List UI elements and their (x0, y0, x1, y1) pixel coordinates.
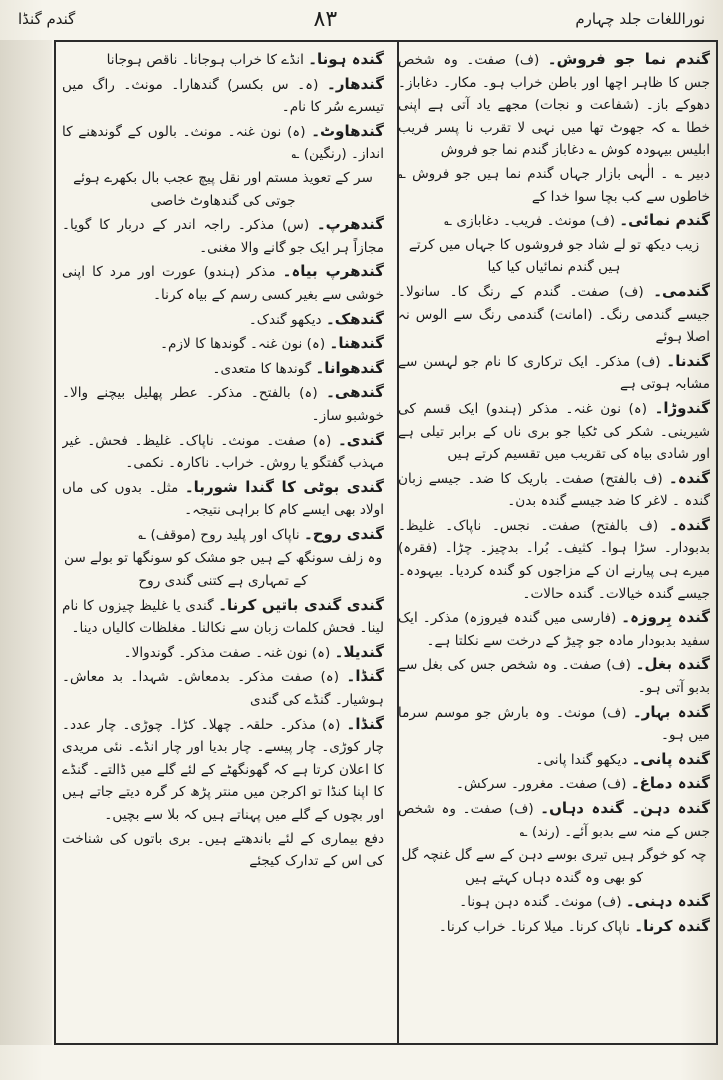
dictionary-entry (398, 163, 710, 208)
entry-text: (ہ۔ س بکسر) گندھارا۔ مونث۔ راگ میں تیسرے سُر کا نام۔ (62, 76, 384, 116)
entry-text: (ف) مونث۔ گندہ دہن ہونا۔ (459, 894, 626, 911)
binding-margin (0, 40, 52, 1045)
entry-text: (ہ) مذکر۔ حلقہ۔ چھلا۔ کڑا۔ چوڑی۔ چار عدد۔ چار کوڑی۔ چار پیسے۔ چار بدیا اور چار انڈے۔ نئی مریدی کا اعلان کرتا ہے کہ گھونگھٹے کے لئے گلے میں ڈالتے۔ گنڈے کا اپنا کنڈا تو اکرجن میں منتر پڑھ کر گرہ دیتے جاتے ہیں اور بچوں کے گلے میں پہناتے ہیں کہ بلا سے بچیں۔ (62, 716, 384, 823)
entry-headword: گندہ بِروزہ۔ (621, 608, 710, 627)
entry-text: (س) مذکر۔ راجہ اندر کے دربار کا گویا۔ مجازاً ہر ایک جو گانے والا مغنی۔ (62, 217, 384, 256)
dictionary-entry (62, 476, 384, 522)
entry-headword: گندوڑا۔ (654, 398, 710, 417)
dictionary-entry (62, 828, 384, 873)
dictionary-entry (62, 213, 384, 259)
entry-text: (ہ) صفت۔ مونث۔ ناپاک۔ غلیظ۔ فحش۔ غیر مہذب گفتگو یا روش۔ خراب۔ ناکارہ۔ نکمی۔ (62, 432, 384, 472)
entry-text: ناپاک کرنا۔ میلا کرنا۔ خراب کرنا۔ (438, 918, 635, 935)
dictionary-entry (62, 713, 384, 827)
entry-text: ناپاک اور پلید روح (موقف) ؎ (138, 526, 304, 543)
entry-headword: گندہ۔ (668, 515, 710, 534)
dictionary-entry (62, 641, 384, 665)
entry-text: دفع بیماری کے لئے باندھتے ہیں۔ بری باتوں کی شناخت کی اس کے تدارک کیجئے (62, 830, 384, 870)
entry-headword: گنڈا۔ (346, 714, 384, 733)
dictionary-entry (62, 594, 384, 640)
entry-text: دبیر ؎ ۔ الٰہی بازار جہاں گندم نما ہیں جو فروش ؎ خاطوں سے کب بچا سوا خدا کے (398, 165, 710, 205)
running-title-right: نوراللغات جلد چہارم (575, 10, 705, 28)
verse-line (62, 547, 384, 592)
entry-text: انڈے کا خراب ہوجانا۔ ناقص ہوجانا (106, 52, 309, 68)
dictionary-entry (62, 357, 384, 381)
entry-headword: گنڈا۔ (346, 667, 384, 686)
entry-headword: گندھی۔ (326, 383, 384, 402)
entry-text: (ف) صفت۔ وہ شخص جس کا ظاہر اچھا اور باطن خراب ہو۔ مکار۔ دغاباز۔ دھوکے باز۔ (شفاعت و نجات) مجھے یاد آتی ہے اپنی خطا ؎ کہ جھوٹ تھا میں نہی لا تقرب نا پسر فریب ابلیس بیہودہ کوش ؎ دغاباز گندم نما جو فروش (398, 52, 710, 159)
left-column (62, 48, 384, 1037)
dictionary-entry (398, 397, 710, 466)
entry-text: چہ کو خوگر ہیں تیری بوسے دہن کے سے گل غنچہ گل کو بھی وہ گندہ دہاں کہتے ہیں (401, 847, 707, 886)
entry-headword: گندمی۔ (653, 281, 710, 300)
dictionary-entry (398, 350, 710, 396)
entry-headword: گندی روح۔ (303, 524, 384, 543)
entry-headword: گندہ بہار۔ (632, 702, 710, 721)
dictionary-entry (62, 48, 384, 72)
entry-headword: گندہ ہونا۔ (308, 50, 384, 68)
right-column (398, 48, 710, 1037)
page-number: ۸۳ (313, 6, 338, 32)
entry-headword: گندھار۔ (327, 74, 384, 93)
entry-headword: گندھنا۔ (329, 334, 384, 353)
entry-text: (ہ) نون غنہ۔ مونث۔ بالوں کے گوندھنے کا انداز۔ (رنگین) ؎ (62, 123, 384, 163)
entry-text: (ف) مونث۔ فریب۔ دغابازی ؎ (444, 213, 620, 230)
entry-headword: گندم نما جو فروش۔ (547, 50, 710, 68)
entry-headword: گندیلا۔ (334, 642, 384, 661)
dictionary-entry (398, 890, 710, 914)
entry-text: مذکر (ہندو) عورت اور مرد کا اپنی خوشی سے بغیر کسی رسم کے بیاہ کرنا۔ (62, 264, 384, 303)
entry-headword: گندم نمائی۔ (619, 211, 710, 230)
entry-text: (ہ) نون غنہ۔ مذکر (ہندو) ایک قسم کی شیرینی۔ شکر کی ٹکیا جو بری ناں کے برابر تیلی ہے اور شادی بیاہ کی تقریب میں تقسیم کرتے ہیں (398, 400, 710, 463)
dictionary-entry (62, 73, 384, 119)
entry-headword: گندی بوٹی کا گندا شوربا۔ (184, 477, 384, 496)
dictionary-entry (398, 653, 710, 699)
dictionary-entry (398, 772, 710, 796)
entry-text: زیب دیکھ تو لے شاد جو فروشوں کا جہاں میں کرتے ہیں گندم نمائیاں کیا کیا (408, 236, 700, 276)
entry-headword: گندہ دماغ۔ (630, 774, 710, 793)
dictionary-entry (62, 260, 384, 306)
dictionary-entry (62, 523, 384, 547)
entry-text: (ف) مونث۔ وہ بارش جو موسم سرما میں ہو۔ (398, 704, 710, 744)
running-title-left: گندم گنڈا (18, 10, 76, 28)
entry-text: دیکھو گندک۔ (248, 311, 326, 328)
entry-text: سر کے تعویذ مستم اور نقل پیچ عجب بال بکھرے ہوئے جوتی کی گندھاوٹ خاصی (73, 169, 373, 209)
entry-text: (ہ) بالفتح۔ مذکر۔ عطر پھلیل بیچنے والا۔ خوشبو ساز۔ (62, 385, 384, 424)
entry-text: (ہ) نون غنہ۔ صفت مذکر۔ گوندوالا۔ (123, 644, 335, 661)
entry-text: وہ زلف سونگھ کے ہیں جو مشک کو سونگھا تو بولے سن کے تمہاری ہے کتنی گندی روح (63, 550, 383, 590)
entry-text: (ف بالفتح) صفت۔ نجس۔ ناپاک۔ غلیظ۔ بدبودار۔ سڑا ہوا۔ کثیف۔ بُرا۔ بدچیز۔ چڑا۔ (فقرہ) میرے ہی پیارنے ان کے مزاجوں کو گندہ کردیا۔ بیہودہ۔ جیسے گندہ خیالات۔ گندہ حالات۔ (398, 517, 710, 602)
dictionary-entry (62, 665, 384, 711)
dictionary-entry (62, 381, 384, 427)
entry-text: (فارسی میں گندہ فیروزہ) مذکر۔ ایک سفید بدبودار مادہ جو چیڑ کے درخت سے نکلتا ہے۔ (398, 610, 710, 649)
entry-headword: گندہ۔ (668, 468, 710, 487)
entry-headword: گندھرپ۔ (316, 215, 384, 234)
dictionary-entry (398, 606, 710, 652)
entry-headword: گندہ دہن۔ گندہ دہاں۔ (540, 799, 710, 817)
verse-line (398, 234, 710, 279)
entry-text: (ف) مذکر۔ ایک ترکاری کا نام جو لہسن سے مشابہ ہوتی ہے (398, 353, 710, 393)
entry-headword: گندھرپ بیاہ۔ (282, 262, 384, 281)
entry-text: (ہ) صفت مذکر۔ بدمعاش۔ شہدا۔ بد معاش۔ ہوشیار۔ گنڈے کی گندی (62, 669, 384, 709)
entry-text: (ف) صفت۔ مغرور۔ سرکش۔ (456, 776, 631, 793)
entry-headword: گندھاوٹ۔ (311, 121, 384, 140)
dictionary-entry (398, 915, 710, 939)
entry-headword: گندنا۔ (666, 351, 710, 370)
entry-headword: گندہ بغل۔ (635, 655, 710, 674)
dictionary-entry (398, 280, 710, 349)
dictionary-entry (62, 429, 384, 475)
entry-headword: گندی۔ (337, 430, 384, 449)
verse-line (398, 844, 710, 889)
verse-line (62, 167, 384, 212)
entry-headword: گندہ پانی۔ (631, 749, 710, 768)
entry-text: (ف) صفت۔ وہ شخص جس کے منہ سے بدبو آئے۔ (رند) ؎ (398, 801, 710, 840)
page-header (0, 0, 723, 38)
entry-text: (ہ) نون غنہ۔ گوندھا کا لازم۔ (160, 336, 330, 353)
dictionary-entry (398, 467, 710, 513)
dictionary-entry (398, 797, 710, 843)
dictionary-entry (398, 514, 710, 605)
dictionary-entry (398, 701, 710, 747)
entry-text: گندی یا غلیظ چیزوں کا نام لینا۔ فحش کلمات زبان سے نکالنا۔ مغلظات کالیاں دینا۔ (62, 597, 384, 637)
dictionary-entry (398, 48, 710, 162)
entry-headword: گندی گندی باتیں کرنا۔ (218, 595, 384, 614)
dictionary-entry (62, 120, 384, 166)
entry-headword: گندہ کرنا۔ (634, 916, 710, 935)
dictionary-entry (398, 209, 710, 233)
entry-text: گوندھا کا متعدی۔ (212, 360, 316, 377)
entry-headword: گندھک۔ (325, 309, 384, 328)
dictionary-entry (62, 332, 384, 356)
dictionary-entry (398, 748, 710, 772)
text-frame (54, 40, 718, 1045)
entry-text: مثل۔ بدوں کی ماں اولاد بھی ایسے کام کا براہی نتیجہ۔ (62, 479, 384, 519)
entry-headword: گندھوانا۔ (315, 358, 384, 377)
entry-text: دیکھو گندا پانی۔ (535, 751, 632, 768)
entry-text: (ف بالفتح) صفت۔ باریک کا ضد۔ جیسے زبان گندہ ۔ لاغر کا ضد جیسے گندہ بدن۔ (398, 470, 710, 510)
entry-headword: گندہ دہنی۔ (625, 892, 710, 911)
entry-text: (ف) صفت۔ گندم کے رنگ کا۔ سانولا۔ جیسے گندمی رنگ۔ (امانت) گندمی رنگ سے الوس نہ اصلا ہوئے (398, 283, 710, 346)
entry-text: (ف) صفت۔ وہ شخص جس کی بغل سے بدبو آتی ہو۔ (398, 657, 710, 697)
dictionary-entry (62, 308, 384, 332)
